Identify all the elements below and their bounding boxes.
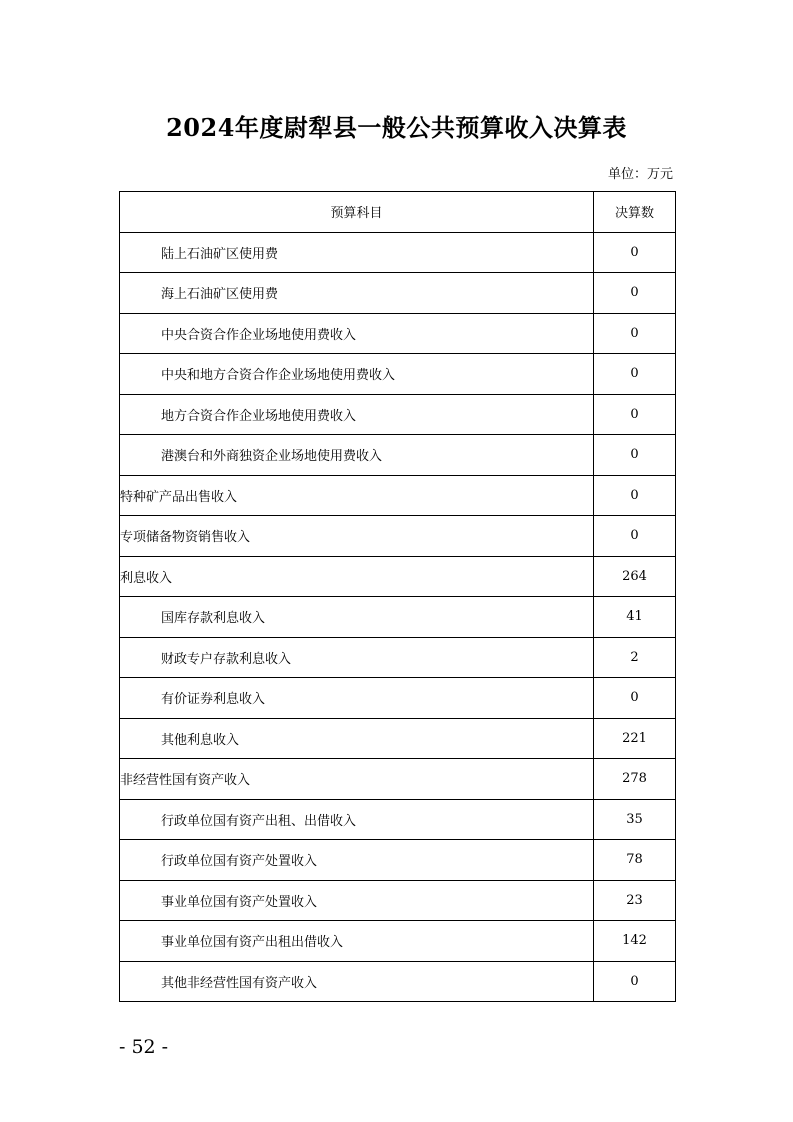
table-row — [120, 232, 676, 273]
budget-subject-cell: 海上石油矿区使用费 — [120, 273, 594, 314]
budget-amount-cell: 0 — [594, 961, 676, 1002]
table-row — [120, 394, 676, 435]
budget-amount-cell: 35 — [594, 799, 676, 840]
budget-subject-cell: 陆上石油矿区使用费 — [120, 232, 594, 273]
table-row — [120, 556, 676, 597]
table-row — [120, 840, 676, 881]
unit-label: 单位：万元 — [607, 167, 673, 182]
budget-amount-cell: 0 — [594, 313, 676, 354]
budget-amount-cell: 2 — [594, 637, 676, 678]
budget-subject-cell: 专项储备物资销售收入 — [120, 516, 594, 557]
table-row — [120, 799, 676, 840]
budget-subject-cell: 事业单位国有资产处置收入 — [120, 880, 594, 921]
budget-amount-cell: 23 — [594, 880, 676, 921]
budget-subject-cell: 其他非经营性国有资产收入 — [120, 961, 594, 1002]
budget-subject-cell: 财政专户存款利息收入 — [120, 637, 594, 678]
budget-subject-cell: 事业单位国有资产出租出借收入 — [120, 921, 594, 962]
budget-subject-cell: 港澳台和外商独资企业场地使用费收入 — [120, 435, 594, 476]
budget-amount-cell: 0 — [594, 678, 676, 719]
budget-amount-cell: 78 — [594, 840, 676, 881]
budget-amount-cell: 41 — [594, 597, 676, 638]
table-row — [120, 961, 676, 1002]
table-row — [120, 637, 676, 678]
budget-amount-cell: 264 — [594, 556, 676, 597]
table-row — [120, 921, 676, 962]
table-row — [120, 354, 676, 395]
budget-amount-cell: 0 — [594, 394, 676, 435]
budget-subject-cell: 行政单位国有资产出租、出借收入 — [120, 799, 594, 840]
column-header-subject: 预算科目 — [120, 192, 594, 233]
table-row — [120, 597, 676, 638]
budget-subject-cell: 特种矿产品出售收入 — [120, 475, 594, 516]
budget-subject-cell: 中央合资合作企业场地使用费收入 — [120, 313, 594, 354]
budget-subject-cell: 国库存款利息收入 — [120, 597, 594, 638]
budget-amount-cell: 0 — [594, 516, 676, 557]
column-header-amount: 决算数 — [594, 192, 676, 233]
table-row — [120, 516, 676, 557]
budget-amount-cell: 0 — [594, 435, 676, 476]
budget-table — [119, 191, 676, 1002]
budget-subject-cell: 利息收入 — [120, 556, 594, 597]
table-header-row — [120, 192, 676, 233]
budget-subject-cell: 行政单位国有资产处置收入 — [120, 840, 594, 881]
table-row — [120, 759, 676, 800]
budget-subject-cell: 中央和地方合资合作企业场地使用费收入 — [120, 354, 594, 395]
budget-amount-cell: 0 — [594, 232, 676, 273]
budget-subject-cell: 其他利息收入 — [120, 718, 594, 759]
budget-subject-cell: 有价证券利息收入 — [120, 678, 594, 719]
budget-amount-cell: 278 — [594, 759, 676, 800]
table-body — [120, 232, 676, 1002]
table-row — [120, 273, 676, 314]
page-number: - 52 - — [119, 1036, 169, 1058]
budget-amount-cell: 221 — [594, 718, 676, 759]
budget-subject-cell: 非经营性国有资产收入 — [120, 759, 594, 800]
table-row — [120, 678, 676, 719]
table-row — [120, 475, 676, 516]
table-row — [120, 435, 676, 476]
budget-amount-cell: 0 — [594, 475, 676, 516]
table-row — [120, 880, 676, 921]
budget-amount-cell: 142 — [594, 921, 676, 962]
budget-amount-cell: 0 — [594, 354, 676, 395]
budget-amount-cell: 0 — [594, 273, 676, 314]
page-title: 2024年度尉犁县一般公共预算收入决算表 — [166, 113, 627, 142]
table-row — [120, 718, 676, 759]
table-row — [120, 313, 676, 354]
budget-subject-cell: 地方合资合作企业场地使用费收入 — [120, 394, 594, 435]
